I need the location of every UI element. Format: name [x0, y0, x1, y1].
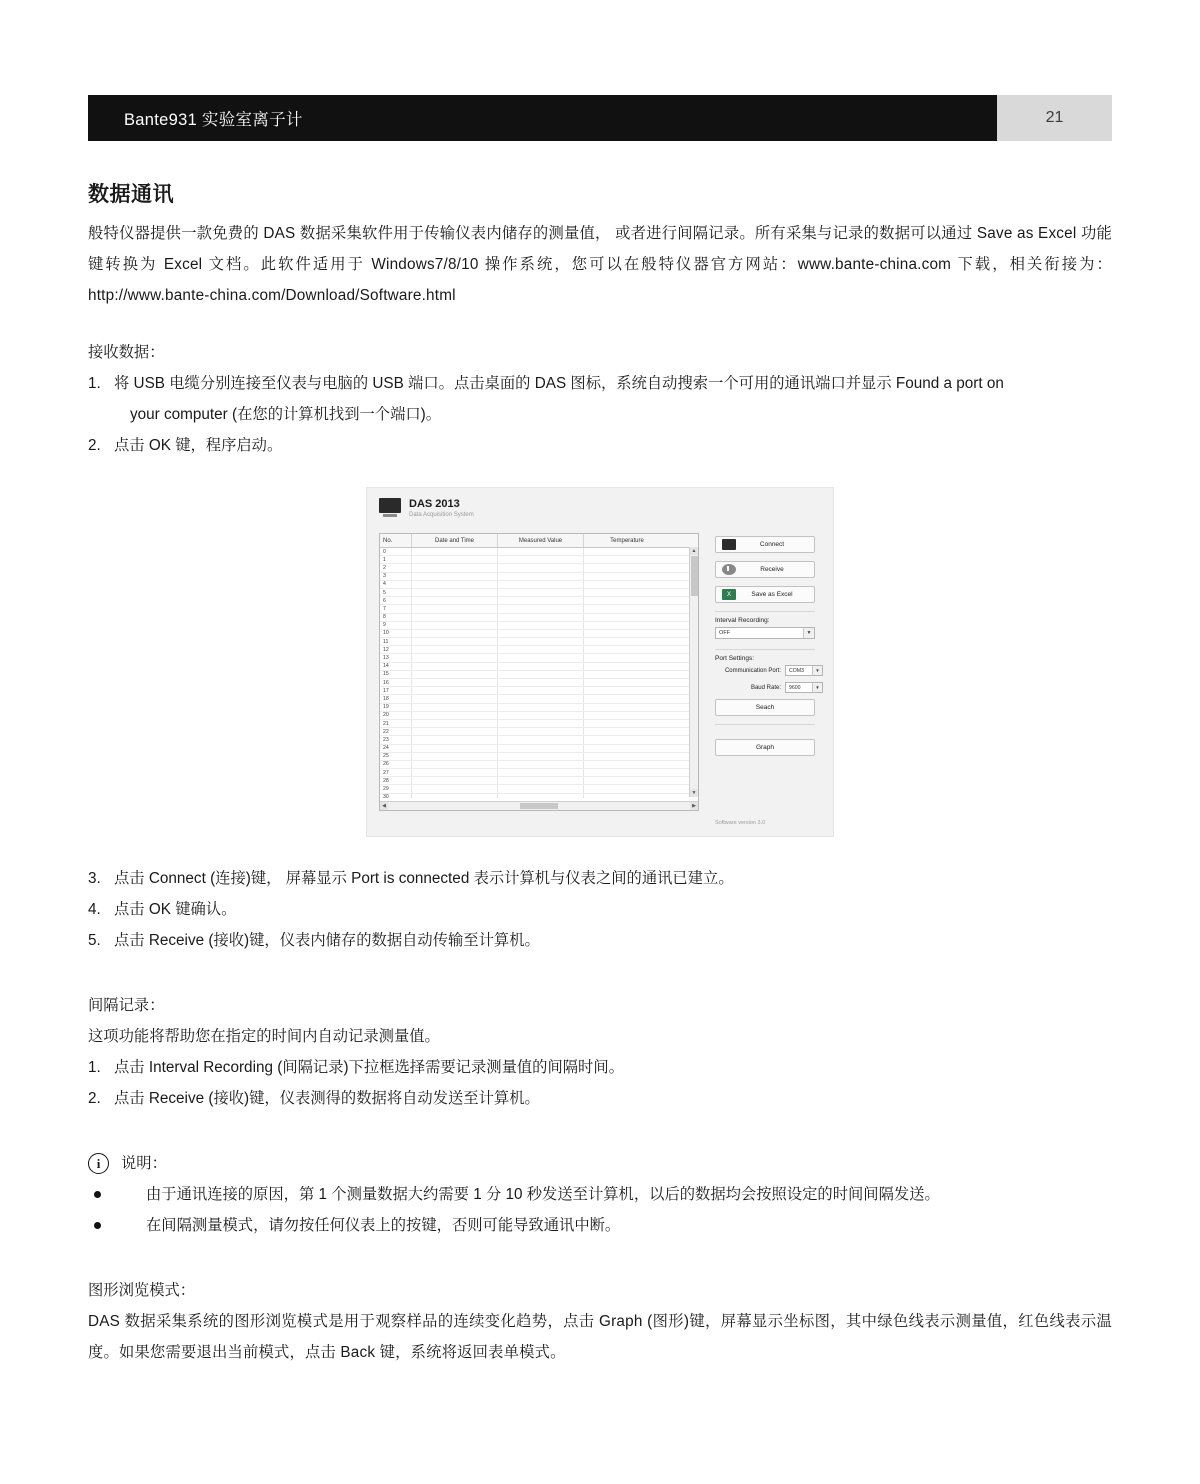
- table-cell: [412, 589, 498, 596]
- table-cell: [584, 630, 670, 637]
- graph-paragraph: DAS 数据采集系统的图形浏览模式是用于观察样品的连续变化趋势，点击 Graph (图形)键，屏幕显示坐标图，其中绿色线表示测量值，红色线表示温度。如果您需要退出当前模式，点击 Back 键，系统将返回表单模式。: [88, 1313, 1112, 1361]
- table-cell: [498, 794, 584, 798]
- table-cell: [584, 581, 670, 588]
- table-cell: [498, 769, 584, 776]
- table-row[interactable]: [380, 704, 698, 712]
- baud-rate-row: [715, 682, 823, 693]
- table-cell: [412, 556, 498, 563]
- table-cell: [412, 638, 498, 645]
- communication-port-value: COM3: [789, 667, 804, 674]
- table-cell: [412, 581, 498, 588]
- table-cell: [412, 663, 498, 670]
- table-cell: [498, 695, 584, 702]
- das-control-panel: [715, 536, 823, 764]
- table-row[interactable]: [380, 556, 698, 564]
- baud-rate-value: 9600: [789, 684, 801, 691]
- table-cell: [412, 605, 498, 612]
- table-cell: [584, 695, 670, 702]
- table-cell: [498, 581, 584, 588]
- table-row[interactable]: [380, 614, 698, 622]
- interval-recording-value: OFF: [719, 630, 731, 636]
- table-cell: [584, 548, 670, 555]
- table-cell: [498, 564, 584, 571]
- table-cell: [584, 646, 670, 653]
- scrollbar-thumb-horizontal[interactable]: [520, 803, 558, 809]
- table-row[interactable]: [380, 687, 698, 695]
- table-cell: [498, 614, 584, 621]
- das-titlebar: [379, 498, 474, 520]
- table-cell: [584, 712, 670, 719]
- connect-button[interactable]: [715, 536, 815, 553]
- table-cell: [498, 777, 584, 784]
- table-cell: 2: [380, 564, 412, 571]
- table-cell: 13: [380, 654, 412, 661]
- list-text: 点击 Receive (接收)键，仪表内储存的数据自动传输至计算机。: [114, 932, 540, 949]
- table-cell: [584, 663, 670, 670]
- table-cell: [584, 704, 670, 711]
- table-cell: [412, 630, 498, 637]
- table-cell: [584, 556, 670, 563]
- table-cell: [584, 736, 670, 743]
- chevron-right-icon[interactable]: ▶: [690, 802, 698, 810]
- table-row[interactable]: [380, 720, 698, 728]
- table-cell: [584, 745, 670, 752]
- table-row[interactable]: [380, 728, 698, 736]
- column-header-datetime: Date and Time: [412, 534, 498, 547]
- table-row[interactable]: [380, 548, 698, 556]
- table-cell: [412, 695, 498, 702]
- bullet-icon: [88, 1210, 124, 1229]
- chevron-down-icon[interactable]: ▼: [812, 683, 822, 692]
- table-cell: [412, 753, 498, 760]
- table-row[interactable]: [380, 769, 698, 777]
- list-item: [88, 894, 1112, 925]
- table-cell: 29: [380, 785, 412, 792]
- table-cell: [412, 785, 498, 792]
- table-cell: [412, 548, 498, 555]
- table-row[interactable]: [380, 785, 698, 793]
- das-title-block: [409, 498, 474, 520]
- table-cell: [412, 564, 498, 571]
- table-cell: [584, 777, 670, 784]
- table-cell: [412, 646, 498, 653]
- table-cell: [498, 630, 584, 637]
- table-row[interactable]: [380, 605, 698, 613]
- table-cell: [498, 654, 584, 661]
- table-row[interactable]: [380, 745, 698, 753]
- page-header: [88, 95, 1112, 141]
- list-marker: 1.: [88, 375, 101, 392]
- chevron-down-icon[interactable]: ▼: [803, 628, 814, 638]
- table-cell: [498, 753, 584, 760]
- list-marker: 4.: [88, 901, 101, 918]
- list-text: 点击 OK 键，程序启动。: [114, 437, 283, 454]
- note-text: 在间隔测量模式，请勿按任何仪表上的按键，否则可能导致通讯中断。: [146, 1217, 621, 1234]
- table-cell: 10: [380, 630, 412, 637]
- table-cell: [498, 622, 584, 629]
- das-app-title: DAS 2013: [409, 498, 460, 510]
- table-cell: 28: [380, 777, 412, 784]
- table-cell: [498, 720, 584, 727]
- list-marker: 2.: [88, 1090, 101, 1107]
- table-cell: 26: [380, 761, 412, 768]
- table-cell: [412, 712, 498, 719]
- table-row[interactable]: [380, 671, 698, 679]
- list-item: [88, 430, 1112, 461]
- table-cell: [584, 605, 670, 612]
- baud-rate-label: Baud Rate:: [750, 684, 781, 691]
- table-cell: [498, 761, 584, 768]
- table-cell: 17: [380, 687, 412, 694]
- list-item: [88, 1052, 1112, 1083]
- table-cell: [412, 728, 498, 735]
- save-as-excel-button[interactable]: [715, 586, 815, 603]
- table-cell: [584, 761, 670, 768]
- graph-button[interactable]: [715, 739, 815, 756]
- table-cell: [412, 679, 498, 686]
- document-content: [88, 178, 1112, 1368]
- note-header: [88, 1148, 1112, 1179]
- table-cell: 1: [380, 556, 412, 563]
- header-bar: [88, 95, 997, 141]
- table-row[interactable]: [380, 753, 698, 761]
- table-cell: [498, 785, 584, 792]
- table-cell: [498, 663, 584, 670]
- table-cell: 8: [380, 614, 412, 621]
- list-text: 点击 Receive (接收)键，仪表测得的数据将自动发送至计算机。: [114, 1090, 540, 1107]
- list-text-line1: 将 USB 电缆分别连接至仪表与电脑的 USB 端口。点击桌面的 DAS 图标，系统自动搜索一个可用的通讯端口并显示 Found a port on: [114, 375, 1004, 392]
- list-item: [88, 1083, 1112, 1114]
- table-cell: [498, 728, 584, 735]
- table-cell: [412, 704, 498, 711]
- table-cell: [412, 794, 498, 798]
- note-label: 说明：: [121, 1155, 167, 1172]
- divider: [715, 649, 815, 650]
- bullet-icon: [88, 1179, 124, 1198]
- list-item: [88, 925, 1112, 956]
- table-cell: [584, 614, 670, 621]
- table-cell: 6: [380, 597, 412, 604]
- interval-recording-select[interactable]: [715, 627, 815, 639]
- table-cell: [584, 769, 670, 776]
- table-cell: [498, 745, 584, 752]
- table-row[interactable]: [380, 736, 698, 744]
- graph-button-label: Graph: [755, 744, 775, 751]
- table-cell: [584, 573, 670, 580]
- table-cell: 7: [380, 605, 412, 612]
- table-cell: [412, 777, 498, 784]
- table-row[interactable]: [380, 573, 698, 581]
- table-cell: 14: [380, 663, 412, 670]
- table-cell: [498, 638, 584, 645]
- table-cell: [584, 785, 670, 792]
- monitor-icon: [379, 498, 401, 513]
- table-cell: [412, 573, 498, 580]
- table-cell: 24: [380, 745, 412, 752]
- page-number-box: [997, 95, 1112, 141]
- table-cell: 23: [380, 736, 412, 743]
- interval-steps-list: [88, 1052, 1112, 1114]
- column-header-no: No.: [380, 534, 412, 547]
- table-row[interactable]: [380, 794, 698, 798]
- port-settings-label: Port Settings:: [715, 655, 755, 662]
- table-row[interactable]: [380, 695, 698, 703]
- table-row[interactable]: [380, 597, 698, 605]
- table-cell: 21: [380, 720, 412, 727]
- table-cell: [412, 761, 498, 768]
- receive-steps-list: [88, 368, 1112, 461]
- intro-paragraph: 般特仪器提供一款免费的 DAS 数据采集软件用于传输仪表内储存的测量值， 或者进行间隔记录。所有采集与记录的数据可以通过 Save as Excel 功能键转换为 Excel 文档。此软件适用于 Windows7/8/10 操作系统，您可以在般特仪器官方网站：www.bante-china.com 下载，相关衔接为：http://www.bante-china.com/Download/Software.html: [88, 225, 1112, 304]
- list-marker: 2.: [88, 437, 101, 454]
- table-cell: 30: [380, 794, 412, 798]
- table-cell: [412, 745, 498, 752]
- communication-port-row: [715, 665, 823, 676]
- connect-button-label: Connect: [759, 541, 785, 548]
- table-row[interactable]: [380, 654, 698, 662]
- table-row[interactable]: [380, 646, 698, 654]
- table-cell: [412, 622, 498, 629]
- table-cell: [498, 548, 584, 555]
- interval-heading: 间隔记录：: [88, 997, 165, 1014]
- list-text: [114, 368, 1112, 430]
- table-cell: [584, 654, 670, 661]
- table-cell: [412, 654, 498, 661]
- interval-intro: 这项功能将帮助您在指定的时间内自动记录测量值。: [88, 1028, 440, 1045]
- table-cell: 11: [380, 638, 412, 645]
- chevron-left-icon[interactable]: ◀: [380, 802, 388, 810]
- list-marker: 3.: [88, 870, 101, 887]
- communication-port-select[interactable]: [785, 665, 823, 676]
- table-cell: 15: [380, 671, 412, 678]
- graph-heading: 图形浏览模式：: [88, 1282, 196, 1299]
- table-cell: [498, 687, 584, 694]
- after-figure-steps-list: [88, 863, 1112, 956]
- table-cell: [498, 589, 584, 596]
- table-row[interactable]: [380, 663, 698, 671]
- software-version: Software version 3.0: [715, 820, 766, 826]
- excel-icon: [722, 589, 736, 600]
- table-cell: [584, 597, 670, 604]
- table-cell: [498, 671, 584, 678]
- communication-port-label: Communication Port:: [724, 667, 781, 674]
- table-cell: 27: [380, 769, 412, 776]
- table-cell: [498, 712, 584, 719]
- note-text: 由于通讯连接的原因，第 1 个测量数据大约需要 1 分 10 秒发送至计算机，以后的数据均会按照设定的时间间隔发送。: [146, 1186, 940, 1203]
- table-cell: [412, 597, 498, 604]
- chevron-up-icon[interactable]: ▲: [691, 548, 697, 554]
- table-header-row: [380, 534, 698, 548]
- table-cell: [584, 753, 670, 760]
- table-cell: [412, 769, 498, 776]
- notes-list: [88, 1179, 1112, 1241]
- table-cell: [498, 597, 584, 604]
- table-row[interactable]: [380, 679, 698, 687]
- das-application-screenshot: [366, 487, 834, 837]
- list-text-line2: your computer (在您的计算机找到一个端口)。: [130, 406, 442, 423]
- table-row[interactable]: [380, 777, 698, 785]
- table-cell: [584, 564, 670, 571]
- table-row[interactable]: [380, 638, 698, 646]
- table-row[interactable]: [380, 712, 698, 720]
- table-body: [380, 548, 698, 798]
- table-cell: [584, 671, 670, 678]
- table-row[interactable]: [380, 761, 698, 769]
- table-cell: 12: [380, 646, 412, 653]
- table-row[interactable]: [380, 589, 698, 597]
- table-cell: [498, 556, 584, 563]
- list-item: [88, 863, 1112, 894]
- list-item: [88, 1179, 1112, 1210]
- receive-heading: 接收数据：: [88, 344, 165, 361]
- table-cell: 20: [380, 712, 412, 719]
- baud-rate-select[interactable]: [785, 682, 823, 693]
- table-cell: [584, 622, 670, 629]
- column-header-measured-value: Measured Value: [498, 534, 584, 547]
- scrollbar-thumb[interactable]: [691, 556, 698, 596]
- column-header-temperature: Temperature: [610, 537, 644, 544]
- monitor-icon: [722, 539, 736, 550]
- table-cell: 19: [380, 704, 412, 711]
- table-cell: [498, 605, 584, 612]
- download-icon: [722, 564, 736, 575]
- table-cell: [412, 736, 498, 743]
- table-cell: [584, 728, 670, 735]
- list-item: [88, 368, 1112, 430]
- list-item: [88, 1210, 1112, 1241]
- table-cell: 3: [380, 573, 412, 580]
- table-cell: [584, 638, 670, 645]
- search-button[interactable]: [715, 699, 815, 716]
- chevron-down-icon[interactable]: ▼: [812, 666, 822, 675]
- table-cell: [498, 646, 584, 653]
- table-cell: [412, 671, 498, 678]
- table-cell: [412, 687, 498, 694]
- table-cell: 16: [380, 679, 412, 686]
- table-row[interactable]: [380, 581, 698, 589]
- table-cell: 0: [380, 548, 412, 555]
- list-marker: 5.: [88, 932, 101, 949]
- info-icon: i: [88, 1153, 109, 1174]
- list-text: 点击 Connect (连接)键， 屏幕显示 Port is connected 表示计算机与仪表之间的通讯已建立。: [114, 870, 734, 887]
- search-button-label: Seach: [755, 704, 775, 711]
- table-cell: [584, 589, 670, 596]
- divider: [715, 724, 815, 725]
- receive-button[interactable]: [715, 561, 815, 578]
- section-title: 数据通讯: [88, 183, 174, 206]
- table-vertical-scrollbar[interactable]: [689, 547, 698, 797]
- interval-recording-label: Interval Recording:: [715, 617, 770, 624]
- save-as-excel-button-label: Save as Excel: [751, 591, 793, 598]
- table-cell: [412, 614, 498, 621]
- table-cell: [584, 679, 670, 686]
- table-cell: [584, 794, 670, 798]
- receive-button-label: Receive: [760, 566, 784, 573]
- table-cell: 5: [380, 589, 412, 596]
- list-text: 点击 OK 键确认。: [114, 901, 237, 918]
- table-horizontal-scrollbar[interactable]: [380, 801, 698, 810]
- table-cell: 4: [380, 581, 412, 588]
- table-cell: [584, 687, 670, 694]
- table-row[interactable]: [380, 622, 698, 630]
- das-data-table[interactable]: [379, 533, 699, 811]
- table-cell: [498, 679, 584, 686]
- table-row[interactable]: [380, 564, 698, 572]
- list-marker: 1.: [88, 1059, 101, 1076]
- table-cell: [412, 720, 498, 727]
- divider: [715, 611, 815, 612]
- das-app-subtitle: Data Acquisition System: [409, 512, 474, 518]
- table-cell: [498, 573, 584, 580]
- table-cell: 22: [380, 728, 412, 735]
- table-cell: 9: [380, 622, 412, 629]
- table-cell: [498, 704, 584, 711]
- table-row[interactable]: [380, 630, 698, 638]
- table-cell: [584, 720, 670, 727]
- table-cell: 18: [380, 695, 412, 702]
- list-text: 点击 Interval Recording (间隔记录)下拉框选择需要记录测量值的间隔时间。: [114, 1059, 624, 1076]
- table-cell: [498, 736, 584, 743]
- header-title: Bante931 实验室离子计: [124, 111, 303, 129]
- table-cell: 25: [380, 753, 412, 760]
- chevron-down-icon[interactable]: ▼: [691, 790, 697, 796]
- page-number: 21: [1045, 109, 1064, 126]
